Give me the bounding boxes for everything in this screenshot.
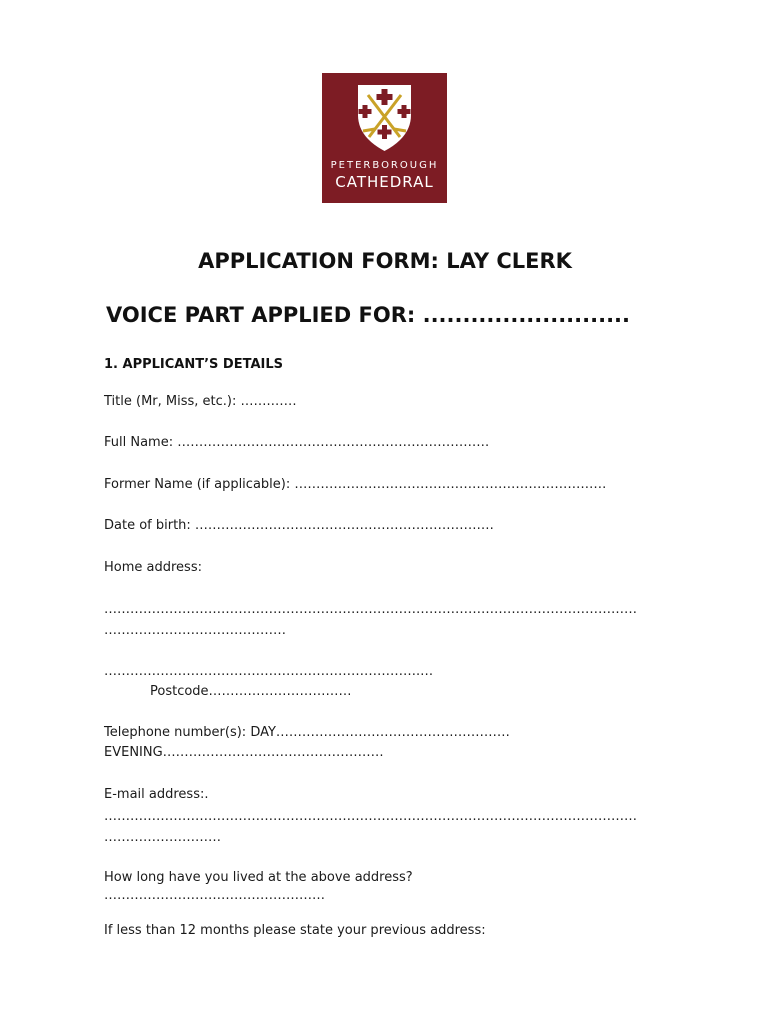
cathedral-logo	[322, 73, 447, 203]
address-duration-line: ……………………………………………	[104, 888, 325, 903]
section-heading-applicant-details: 1. APPLICANT’S DETAILS	[104, 357, 283, 372]
title-field: Title (Mr, Miss, etc.): …….……	[104, 394, 297, 409]
postcode-field: Postcode……………………………	[150, 684, 352, 699]
logo-text-peterborough: PETERBOROUGH	[330, 160, 439, 171]
address-duration-question: How long have you lived at the above address?	[104, 870, 413, 885]
previous-address-label: If less than 12 months please state your previous address:	[104, 923, 486, 938]
date-of-birth-field: Date of birth: ……………………………………………………………	[104, 518, 494, 533]
full-name-field: Full Name: ………………………………………………………………	[104, 435, 490, 450]
logo-text-cathedral: CATHEDRAL	[335, 173, 434, 191]
telephone-day-field: Telephone number(s): DAY………………………………………………	[104, 725, 510, 740]
form-title: APPLICATION FORM: LAY CLERK	[198, 249, 572, 273]
email-line-1: ……………………………………………………………………………………………………………	[104, 809, 637, 824]
address-line-3: ……………………………………………………………….…	[104, 664, 434, 679]
home-address-label: Home address:	[104, 560, 202, 575]
voice-part-field: VOICE PART APPLIED FOR: ..........................	[106, 303, 631, 327]
telephone-evening-field: EVENING……………………………………………	[104, 745, 384, 760]
address-line-2: ……………………………………	[104, 623, 286, 638]
former-name-field: Former Name (if applicable): ………………………………………………………………	[104, 477, 607, 492]
email-line-2: ………………………	[104, 830, 221, 845]
email-label: E-mail address:.	[104, 787, 209, 802]
address-line-1: ……………………………………………………………………………………………………………	[104, 602, 637, 617]
